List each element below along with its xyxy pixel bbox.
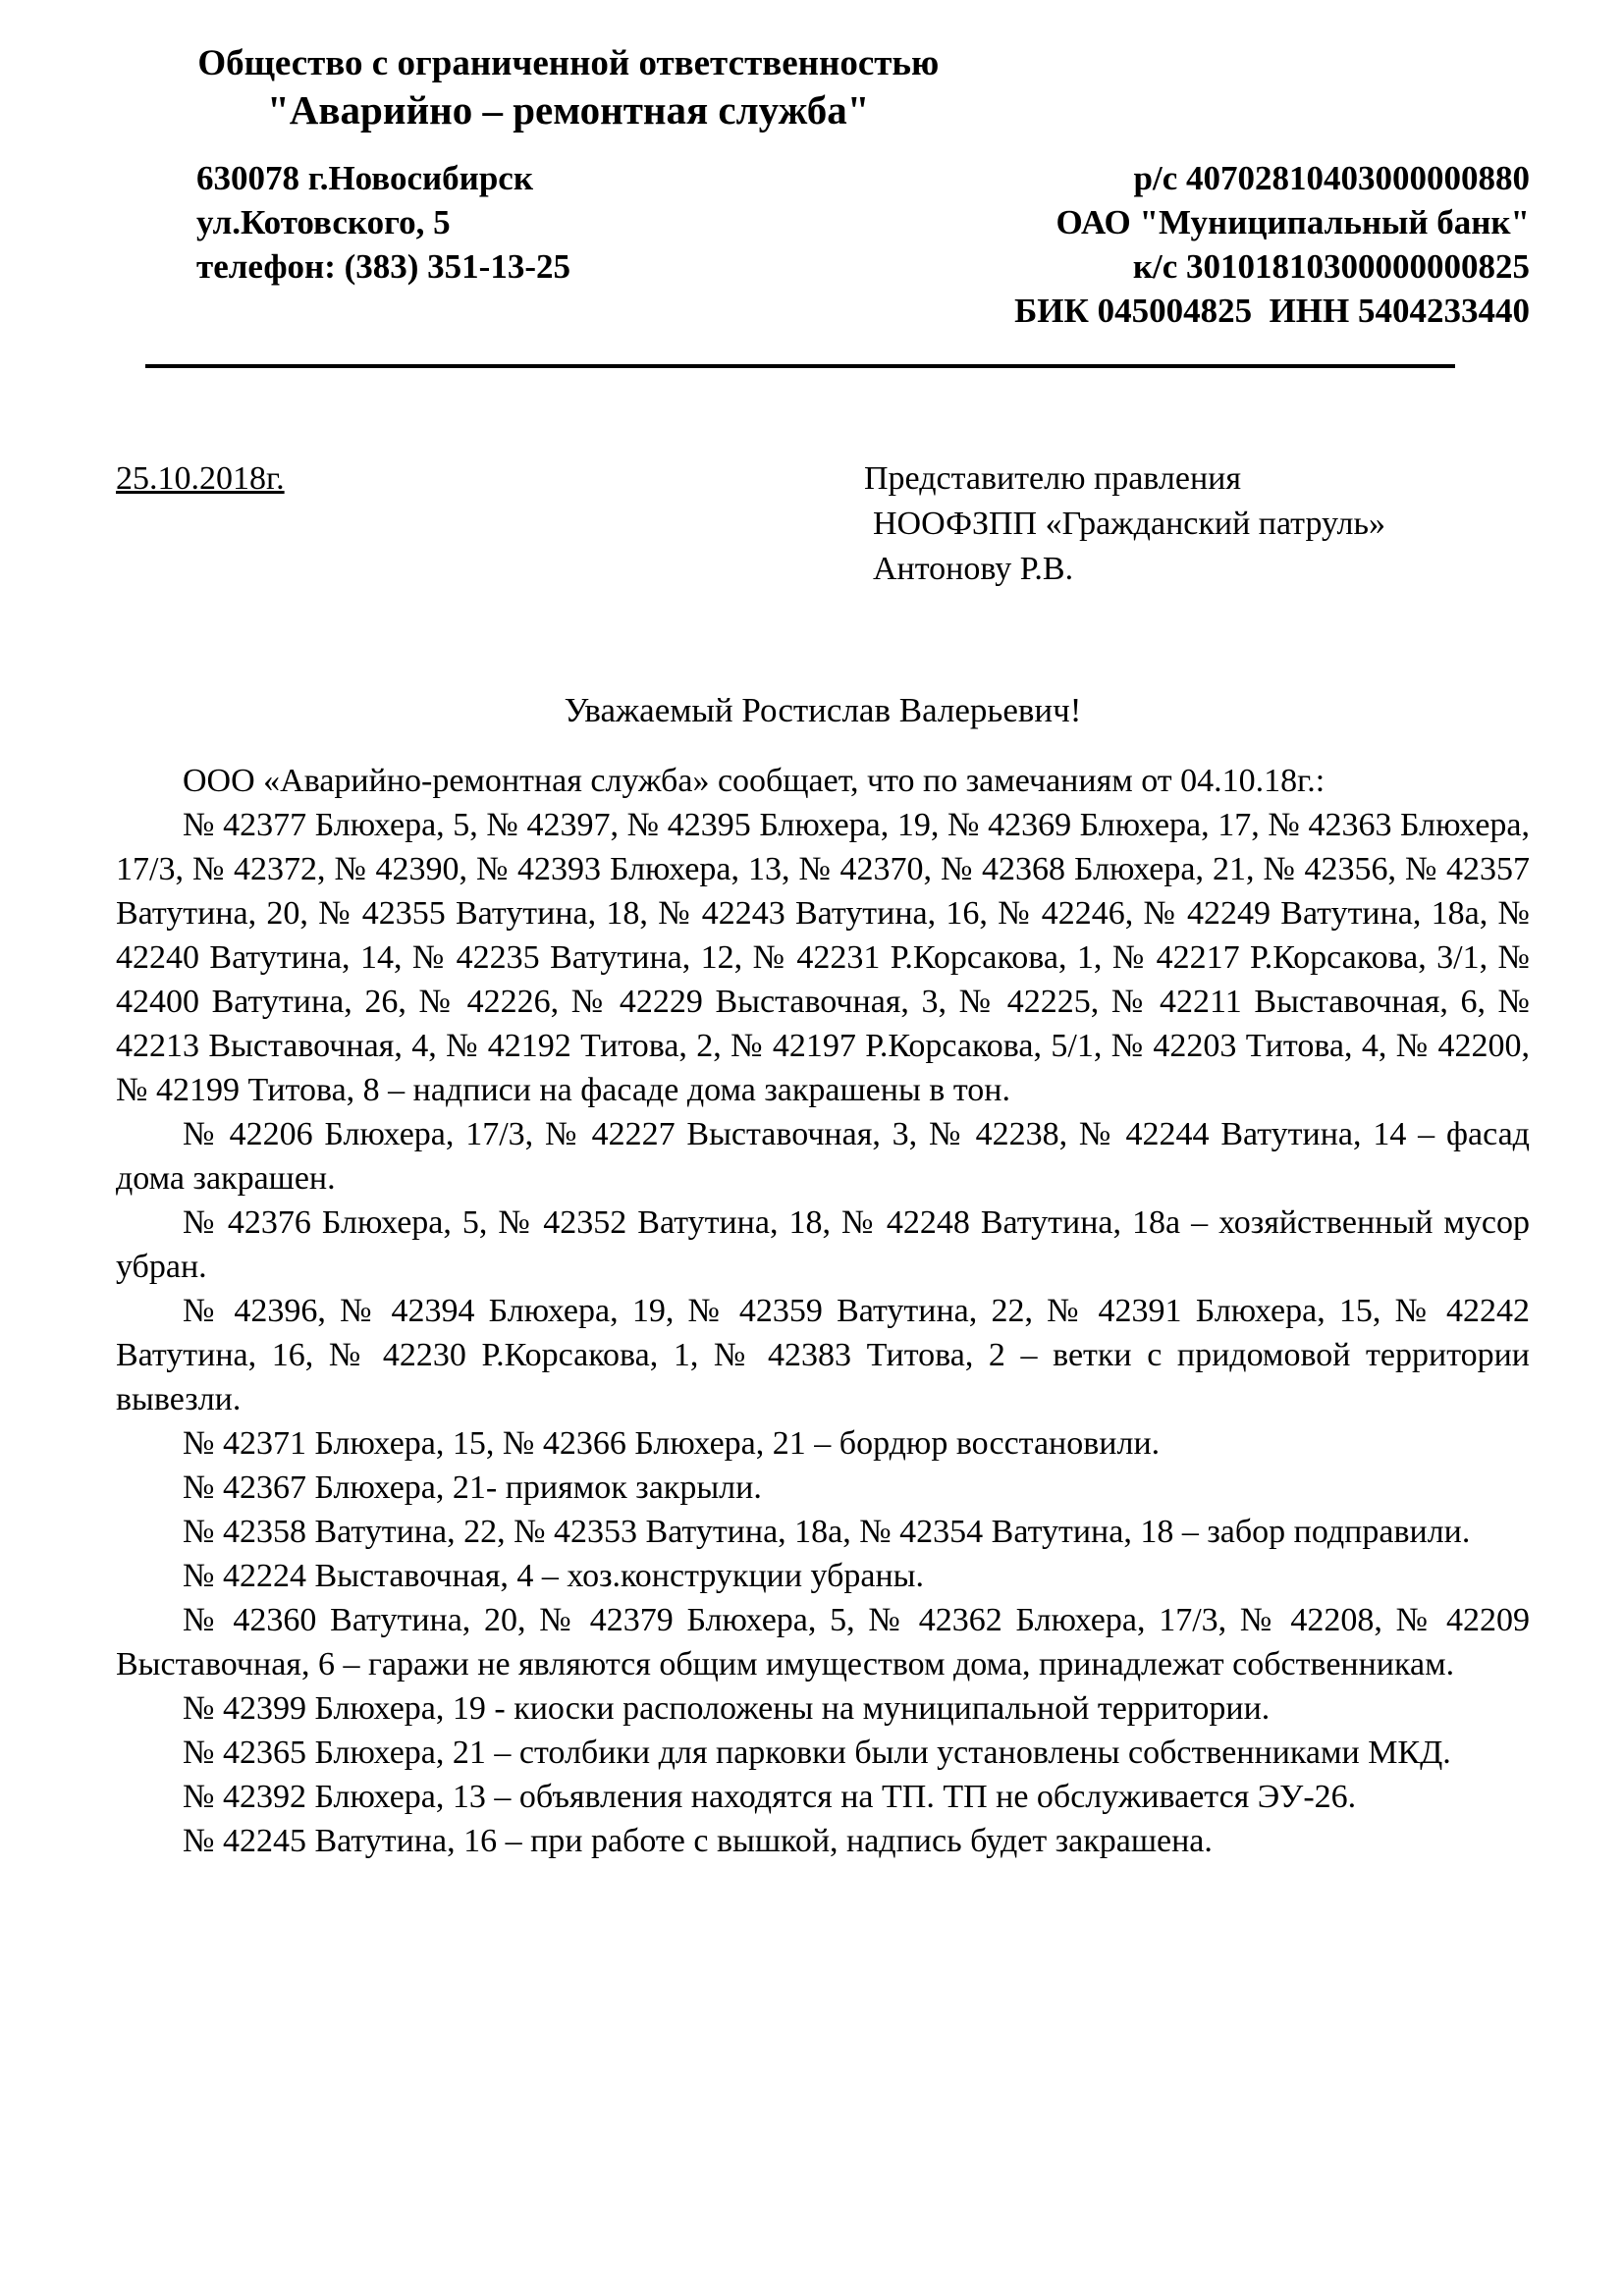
- letterhead: [116, 41, 1021, 134]
- contact-row: [116, 156, 1530, 333]
- recipient-title: Представителю правления: [864, 460, 1241, 498]
- body-paragraph: № 42399 Блюхера, 19 - киоски расположены на муниципальной территории.: [183, 1690, 1271, 1728]
- body-paragraph: № 42365 Блюхера, 21 – столбики для парковки были установлены собственниками МКД.: [183, 1735, 1451, 1772]
- letter-body: [116, 759, 1530, 1863]
- body-paragraph: № 42367 Блюхера, 21- приямок закрыли.: [183, 1469, 762, 1507]
- org-type-line: Общество с ограниченной ответственностью: [197, 43, 940, 83]
- body-paragraph: № 42206 Блюхера, 17/3, № 42227 Выставочная, 3, № 42238, № 42244 Ватутина, 14 – фасад дома закрашен.: [116, 1116, 1530, 1198]
- sender-postal-city: 630078 г.Новосибирск: [196, 159, 533, 198]
- bank-bik-inn: БИК 045004825 ИНН 5404233440: [1014, 292, 1530, 331]
- bank-corr-account: к/с 30101810300000000825: [1132, 247, 1530, 287]
- sender-phone: телефон: (383) 351-13-25: [196, 247, 570, 287]
- body-paragraph: № 42396, № 42394 Блюхера, 19, № 42359 Ватутина, 22, № 42391 Блюхера, 15, № 42242 Ватутина, 16, № 42230 Р.Корсакова, 1, № 42383 Титова, 2 – ветки с придомовой территории вывезли.: [116, 1293, 1530, 1418]
- letter-date: 25.10.2018г.: [116, 460, 285, 498]
- date-recipient-row: [116, 456, 1530, 592]
- divider-rule: [145, 364, 1455, 368]
- body-paragraph: № 42376 Блюхера, 5, № 42352 Ватутина, 18, № 42248 Ватутина, 18а – хозяйственный мусор убран.: [116, 1204, 1530, 1286]
- body-paragraph: № 42360 Ватутина, 20, № 42379 Блюхера, 5, № 42362 Блюхера, 17/3, № 42208, № 42209 Выставочная, 6 – гаражи не являются общим имуществом дома, принадлежат собственникам.: [116, 1602, 1530, 1683]
- body-paragraph: № 42358 Ватутина, 22, № 42353 Ватутина, 18а, № 42354 Ватутина, 18 – забор подправили.: [183, 1514, 1471, 1551]
- bank-name: ОАО "Муниципальный банк": [1055, 203, 1530, 242]
- body-paragraph: № 42377 Блюхера, 5, № 42397, № 42395 Блюхера, 19, № 42369 Блюхера, 17, № 42363 Блюхера, 17/3, № 42372, № 42390, № 42393 Блюхера, 13, № 42370, № 42368 Блюхера, 21, № 42356, № 42357 Ватутина, 20, № 42355 Ватутина, 18, № 42243 Ватутина, 16, № 42246, № 42249 Ватутина, 18а, № 42240 Ватутина, 14, № 42235 Ватутина, 12, № 42231 Р.Корсакова, 1, № 42217 Р.Корсакова, 3/1, № 42400 Ватутина, 26, № 42226, № 42229 Выставочная, 3, № 42225, № 42211 Выставочная, 6, № 42213 Выставочная, 4, № 42192 Титова, 2, № 42197 Р.Корсакова, 5/1, № 42203 Титова, 4, № 42200, № 42199 Титова, 8 – надписи на фасаде дома закрашены в тон.: [116, 807, 1530, 1109]
- body-paragraph: ООО «Аварийно-ремонтная служба» сообщает, что по замечаниям от 04.10.18г.:: [183, 763, 1325, 800]
- body-paragraph: № 42245 Ватутина, 16 – при работе с вышкой, надпись будет закрашена.: [183, 1823, 1213, 1860]
- recipient-block: [864, 456, 1530, 592]
- sender-address-block: [116, 156, 570, 333]
- recipient-person: Антонову Р.В.: [873, 551, 1074, 588]
- sender-street: ул.Котовского, 5: [196, 203, 451, 242]
- body-paragraph: № 42224 Выставочная, 4 – хоз.конструкции убраны.: [183, 1558, 925, 1595]
- org-name-line: "Аварийно – ремонтная служба": [267, 87, 870, 133]
- salutation: Уважаемый Ростислав Валерьевич!: [564, 691, 1082, 730]
- recipient-organization: НООФЗПП «Гражданский патруль»: [873, 506, 1385, 543]
- bank-details-block: [1014, 156, 1530, 333]
- body-paragraph: № 42371 Блюхера, 15, № 42366 Блюхера, 21 – бордюр восстановили.: [183, 1425, 1161, 1463]
- body-paragraph: № 42392 Блюхера, 13 – объявления находятся на ТП. ТП не обслуживается ЭУ-26.: [183, 1779, 1357, 1816]
- bank-settlement-account: р/с 40702810403000000880: [1133, 159, 1530, 198]
